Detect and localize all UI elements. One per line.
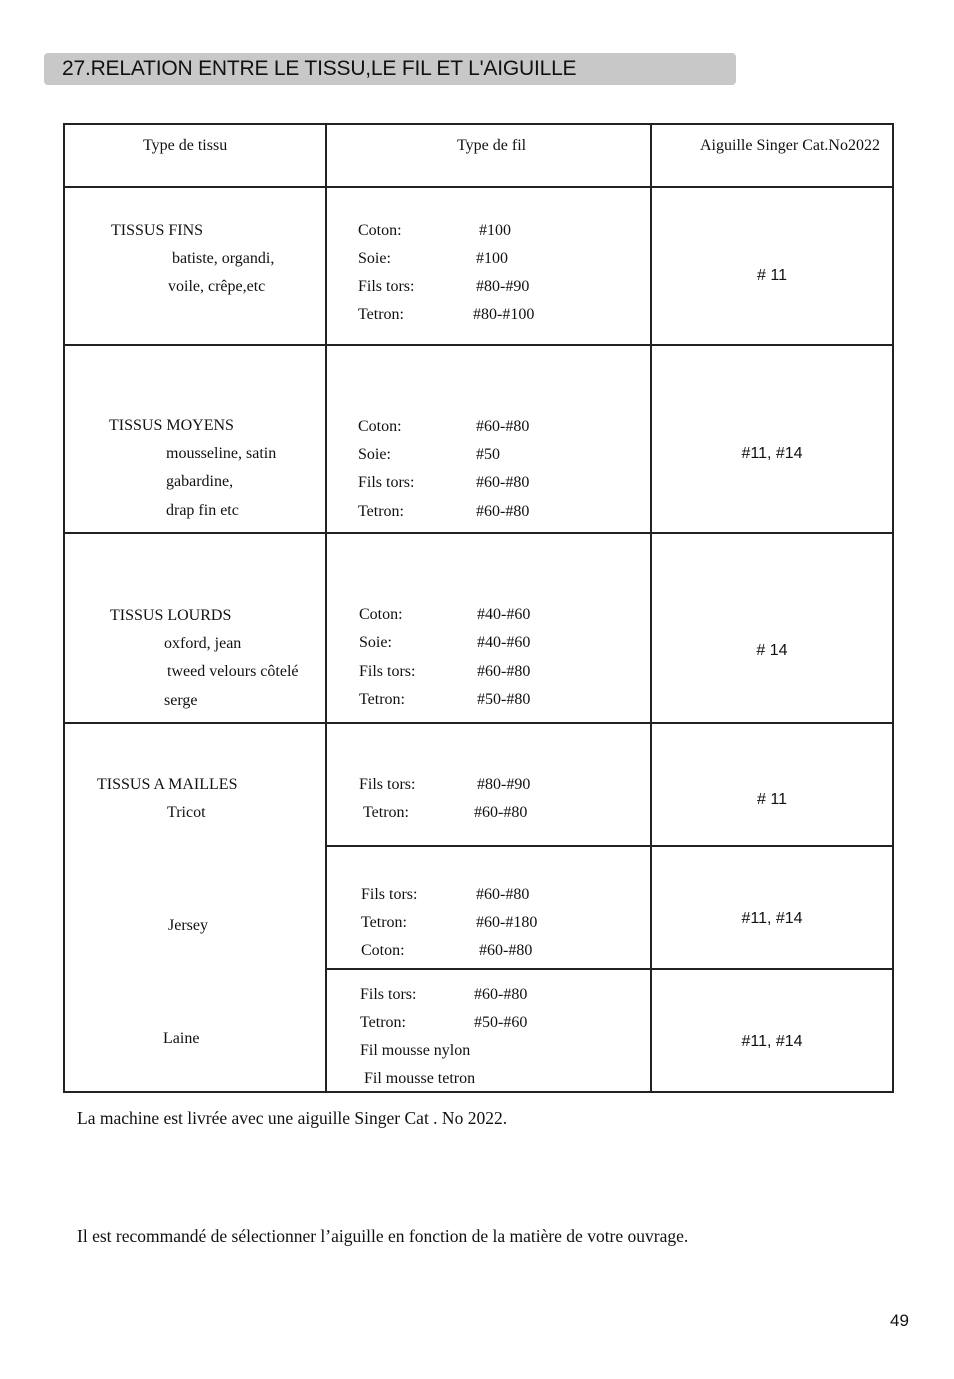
fabric-examples: voile, crêpe,etc [168,278,266,295]
thread-size: #50 [476,446,500,463]
thread-size: #100 [479,222,511,239]
fabric-examples: gabardine, [166,473,234,490]
table-border-right [892,123,894,1093]
thread-size: #40-#60 [477,634,531,651]
table-subrow-divider [326,845,894,847]
thread-size: #60-#80 [474,804,528,821]
table-header-divider [63,186,894,188]
table-row-divider [63,722,894,724]
fabric-examples: serge [164,692,198,709]
thread-size: #60-#80 [479,942,533,959]
thread-size: #40-#60 [477,606,531,623]
table-column-divider [325,123,327,1093]
thread-name: Tetron: [360,1014,406,1031]
thread-name: Fils tors: [359,776,416,793]
fabric-examples: Jersey [168,917,208,934]
thread-name: Fils tors: [361,886,418,903]
needle-size: #11, #14 [741,445,803,462]
header-needle: Aiguille Singer Cat.No2022 [700,137,880,154]
thread-size: #60-#80 [476,886,530,903]
table-border-left [63,123,65,1093]
thread-name: Fils tors: [360,986,417,1003]
fabric-examples: drap fin etc [166,502,239,519]
table-row-divider [63,532,894,534]
table-border-bottom [63,1091,894,1093]
thread-name: Soie: [359,634,392,651]
thread-size: #60-#80 [474,986,528,1003]
thread-name: Tetron: [359,691,405,708]
thread-size: #50-#80 [477,691,531,708]
header-fabric-type: Type de tissu [143,137,228,154]
needle-selection-note: Il est recommandé de sélectionner l’aiguille en fonction de la matière de votre ouvrage. [77,1226,689,1246]
thread-size: #60-#80 [476,503,530,520]
thread-name: Tetron: [361,914,407,931]
fabric-category: TISSUS LOURDS [110,607,232,624]
needle-size: #11, #14 [741,910,803,927]
thread-name: Fil mousse tetron [364,1070,476,1087]
page-number: 49 [890,1311,909,1330]
needle-size: #11, #14 [741,1033,803,1050]
thread-size: #60-#80 [476,474,530,491]
thread-name: Soie: [358,446,391,463]
header-thread-type: Type de fil [457,137,527,154]
fabric-examples: oxford, jean [164,635,242,652]
thread-name: Fils tors: [359,663,416,680]
needle-size: # 11 [757,791,787,808]
fabric-examples: Tricot [167,804,206,821]
thread-size: #60-#80 [477,663,531,680]
thread-name: Tetron: [363,804,409,821]
section-title: 27.RELATION ENTRE LE TISSU,LE FIL ET L'AIGUILLE [62,57,577,80]
fabric-examples: mousseline, satin [166,445,277,462]
thread-name: Fils tors: [358,474,415,491]
thread-name: Coton: [359,606,403,623]
fabric-category: TISSUS A MAILLES [97,776,238,793]
needle-size: # 11 [757,267,787,284]
thread-name: Coton: [358,418,402,435]
thread-size: #80-#90 [477,776,531,793]
thread-size: #100 [476,250,508,267]
table-subrow-divider [326,968,894,970]
thread-size: #60-#180 [476,914,538,931]
thread-name: Fil mousse nylon [360,1042,471,1059]
supplied-needle-note: La machine est livrée avec une aiguille Singer Cat . No 2022. [77,1108,508,1128]
thread-name: Coton: [361,942,405,959]
thread-name: Tetron: [358,503,404,520]
thread-name: Tetron: [358,306,404,323]
fabric-category: TISSUS MOYENS [109,417,234,434]
fabric-examples: Laine [163,1030,200,1047]
thread-name: Coton: [358,222,402,239]
fabric-examples: batiste, organdi, [172,250,275,267]
fabric-examples: tweed velours côtelé [167,663,299,680]
thread-size: #80-#100 [473,306,535,323]
table-row-divider [63,344,894,346]
thread-size: #60-#80 [476,418,530,435]
table-border-top [63,123,894,125]
needle-size: # 14 [756,642,788,659]
thread-size: #50-#60 [474,1014,528,1031]
thread-name: Fils tors: [358,278,415,295]
thread-name: Soie: [358,250,391,267]
fabric-category: TISSUS FINS [111,222,204,239]
thread-size: #80-#90 [476,278,530,295]
